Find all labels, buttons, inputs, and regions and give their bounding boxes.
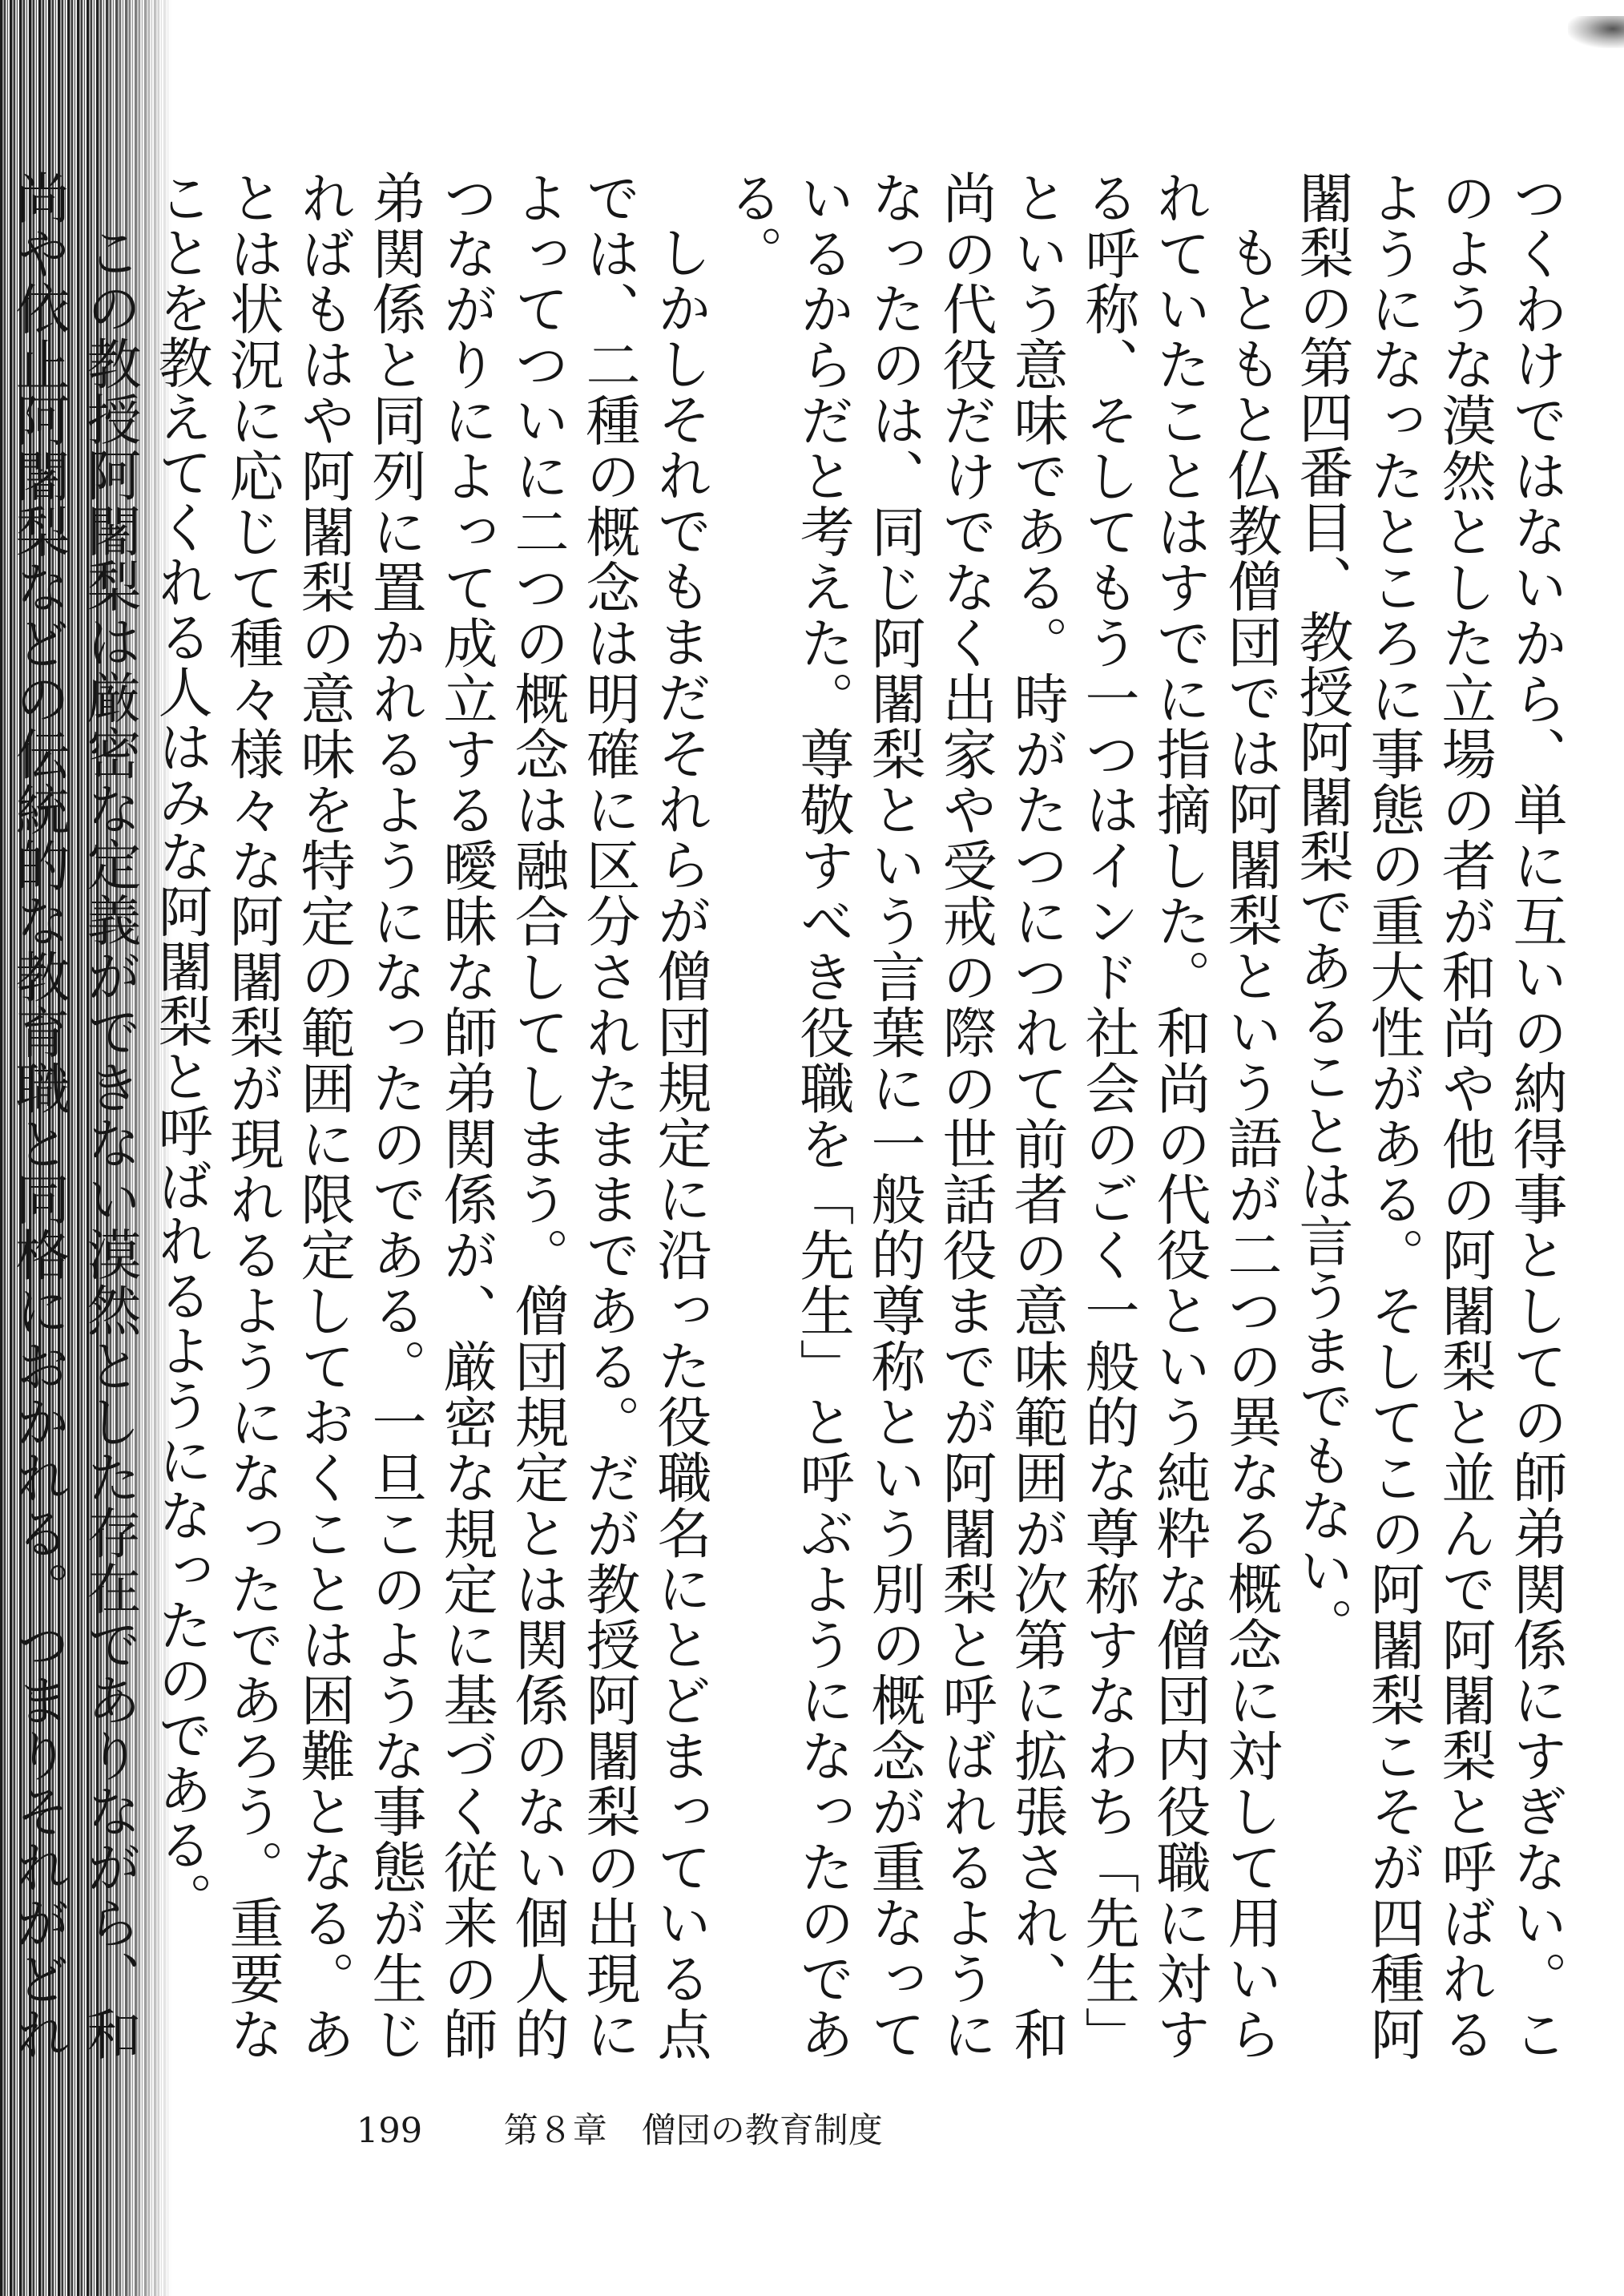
page-number: 199 <box>357 2111 423 2151</box>
body-text-vertical <box>0 170 1571 2061</box>
paragraph-4: この教授阿闍梨は厳密な定義ができない漠然とした存在でありながら、和尚や依止阿闍梨などの伝統的な教育職と同格におかれる。つまりそれがどれ <box>6 170 141 2061</box>
paragraph-2: もともと仏教僧団では阿闍梨という語が二つの異なる概念に対して用いられていたことはすでに指摘した。和尚の代役という純粋な僧団内役職に対する呼称、そしてもう一つはインド社会のごく一般的な尊称すなわち「先生」という意味である。時がたつにつれて前者の意味範囲が次第に拡張され、和尚の代役だけでなく出家や受戒の際の世話役までが阿闍梨と呼ばれるようになったのは、同じ阿闍梨という言葉に一般的尊称という別の概念が重なっているからだと考えた。尊敬すべき役職を「先生」と呼ぶようになったのである。 <box>719 170 1282 2062</box>
paragraph-3: しかしそれでもまだそれらが僧団規定に沿った役職名にとどまっている点では、二種の概念は明確に区分されたままである。だが教授阿闍梨の出現によってついに二つの概念は融合してしまう。僧団規定とは関係のない個人的つながりによって成立する曖昧な師弟関係が、厳密な規定に基づく従来の師弟関係と同列に置かれるようになったのである。一旦このような事態が生じればもはや阿闍梨の意味を特定の範囲に限定しておくことは困難となる。あとは状況に応じて種々様々な阿闍梨が現れるようになったであろう。重要なことを教えてくれる人はみな阿闍梨と呼ばれるようになったのである。 <box>149 170 711 2062</box>
chapter-title: 第８章 僧団の教育制度 <box>503 2111 883 2151</box>
paragraph-1: つくわけではないから、単に互いの納得事としての師弟関係にすぎない。このような漠然とした立場の者が和尚や他の阿闍梨と並んで阿闍梨と呼ばれるようになったところに事態の重大性がある。そしてこの阿闍梨こそが四種阿闍梨の第四番目、教授阿闍梨であることは言うまでもない。 <box>1290 170 1567 2062</box>
corner-smudge <box>1568 16 1624 48</box>
running-footer <box>357 2104 883 2153</box>
